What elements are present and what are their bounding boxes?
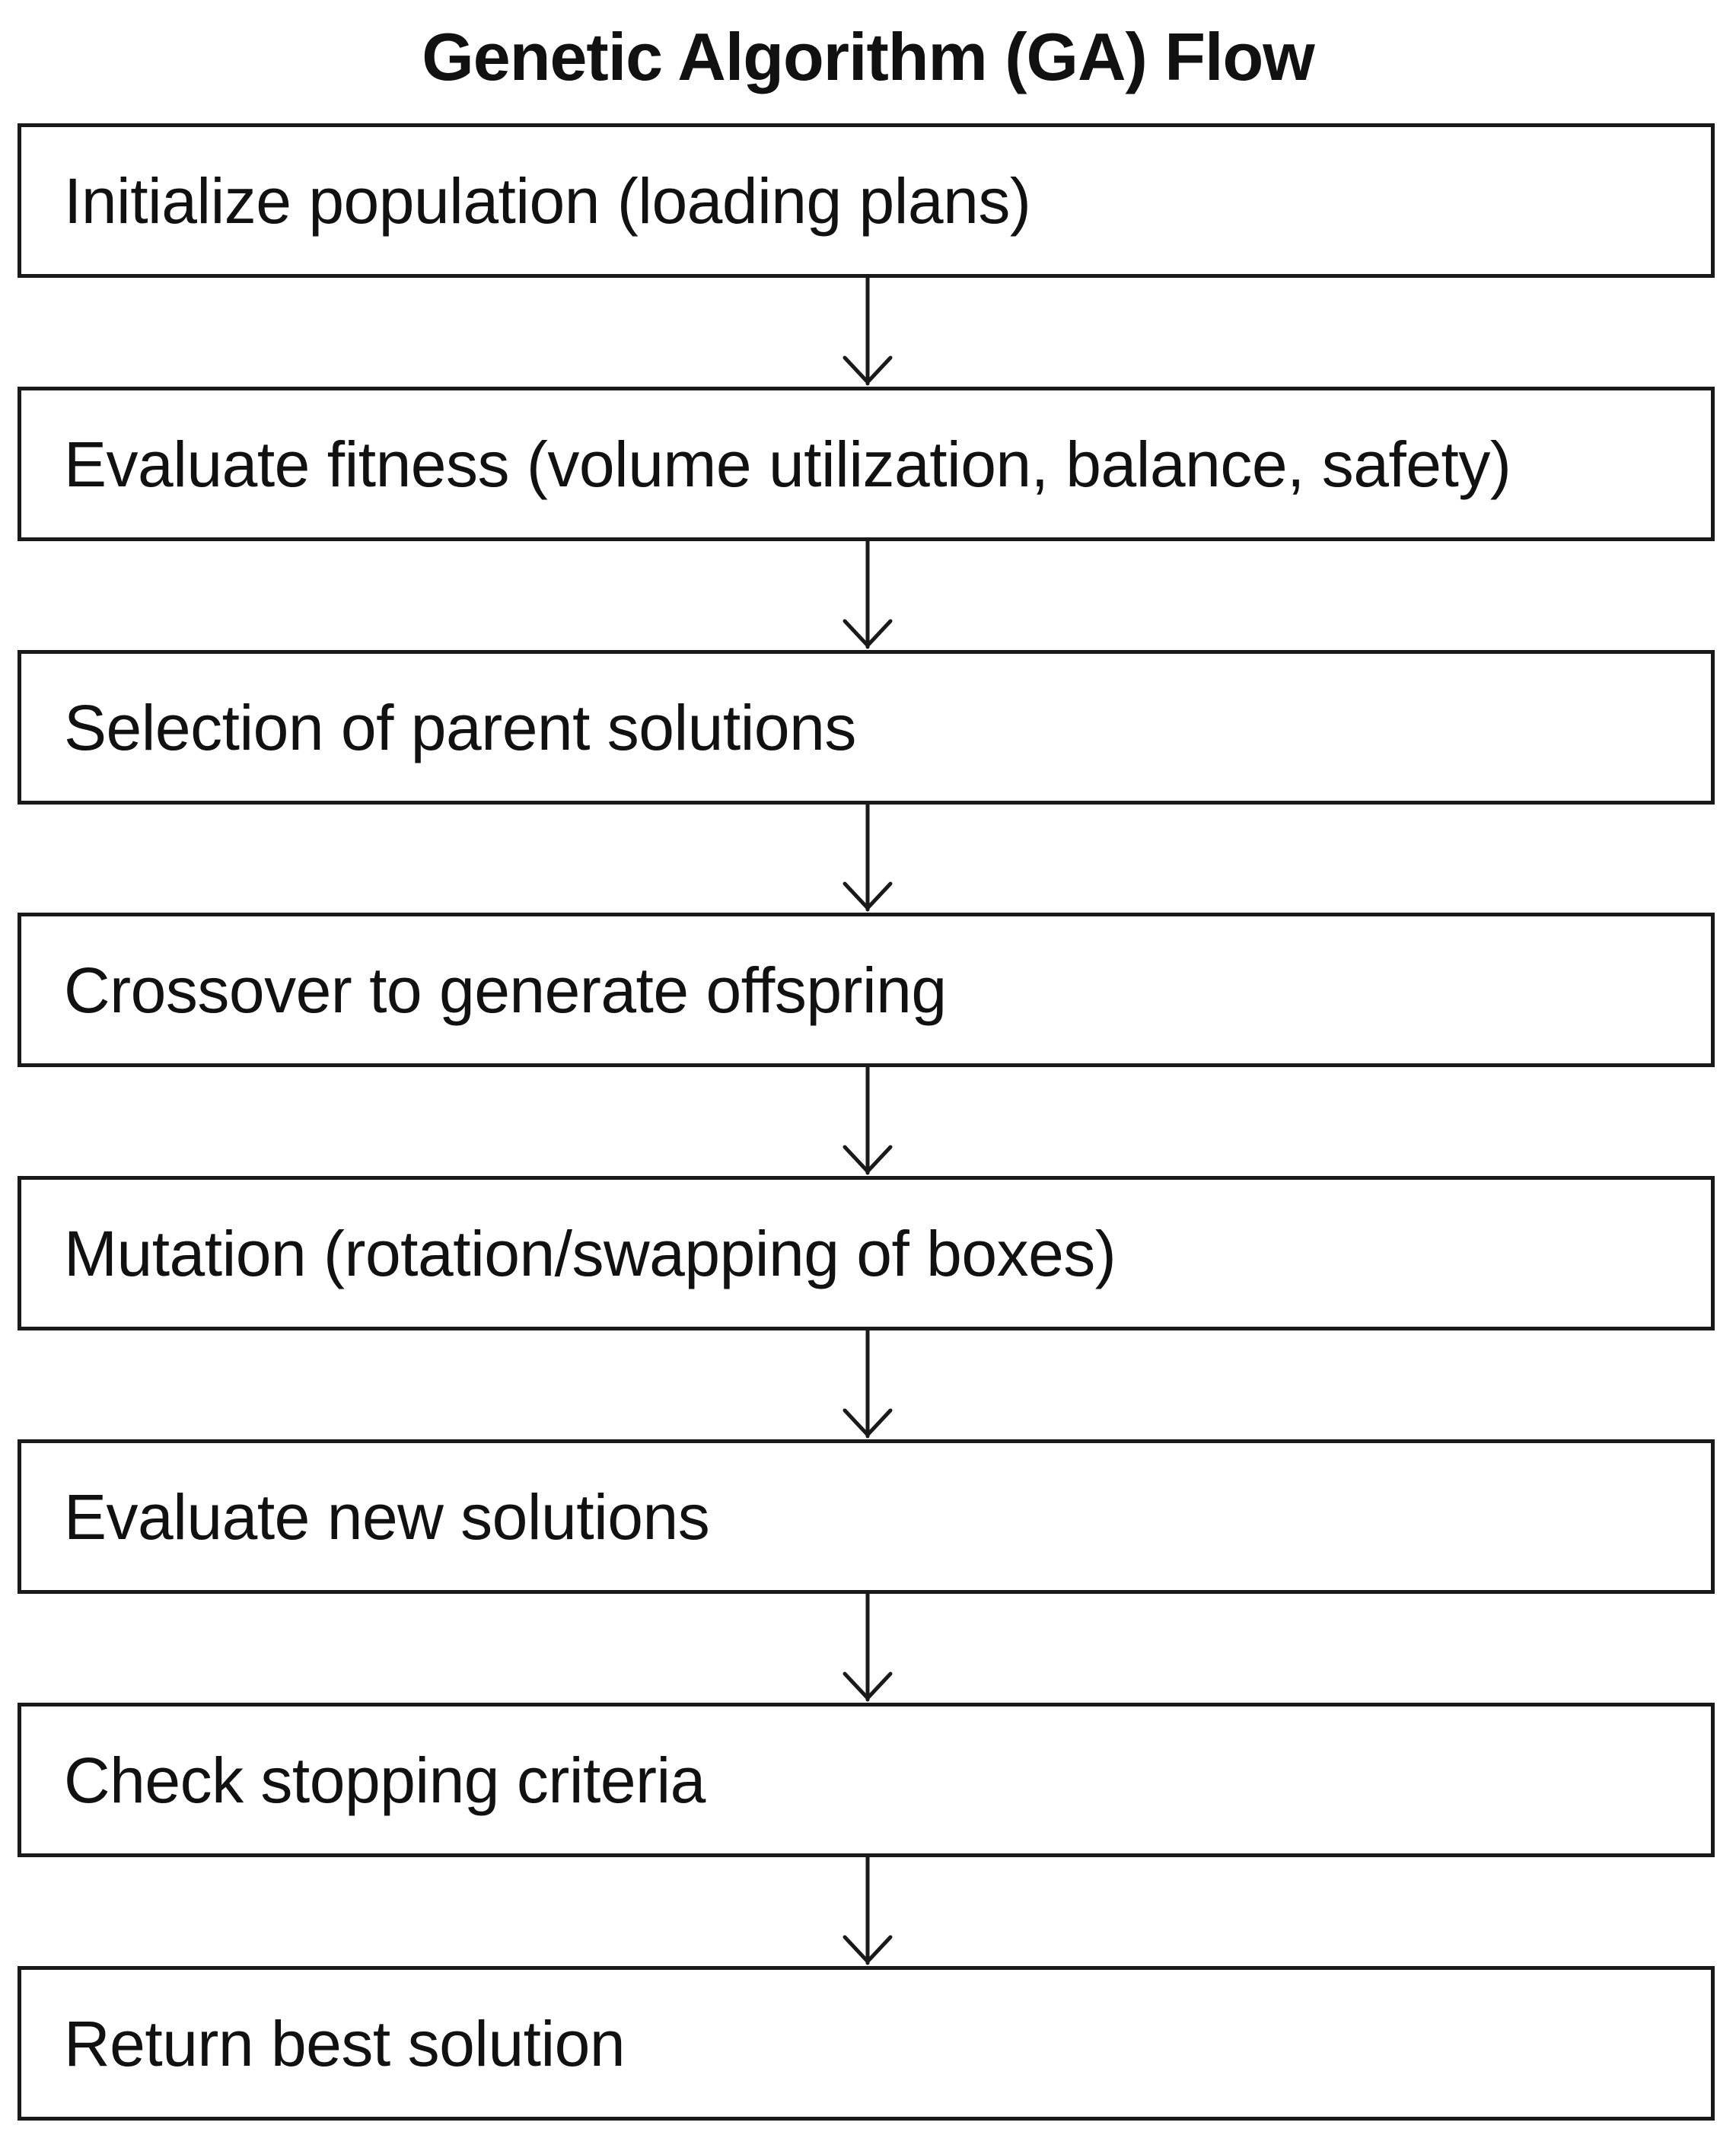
arrow-down-icon	[845, 1857, 890, 1963]
step-label: Evaluate new solutions	[64, 1480, 710, 1553]
arrow-down-icon	[845, 1330, 890, 1436]
step-box-mutation	[18, 1176, 1715, 1330]
step-box-evaluate-new-solutions	[18, 1439, 1715, 1594]
step-label: Return best solution	[64, 2007, 626, 2079]
step-box-evaluate-fitness	[18, 387, 1715, 541]
arrow-down-icon	[845, 541, 890, 647]
step-box-return-best-solution	[18, 1966, 1715, 2121]
step-label: Mutation (rotation/swapping of boxes)	[64, 1217, 1116, 1289]
step-box-check-stopping-criteria	[18, 1703, 1715, 1857]
arrow-down-icon	[845, 278, 890, 384]
step-label: Selection of parent solutions	[64, 691, 856, 763]
step-box-selection	[18, 650, 1715, 805]
arrow-down-icon	[845, 805, 890, 910]
step-box-initialize-population	[18, 123, 1715, 278]
step-label: Evaluate fitness (volume utilization, balance, safety)	[64, 428, 1511, 500]
arrow-down-icon	[845, 1594, 890, 1700]
step-box-crossover	[18, 913, 1715, 1067]
diagram-title: Genetic Algorithm (GA) Flow	[422, 19, 1314, 94]
step-label: Check stopping criteria	[64, 1744, 706, 1816]
step-label: Crossover to generate offspring	[64, 954, 947, 1026]
arrow-down-icon	[845, 1067, 890, 1173]
step-label: Initialize population (loading plans)	[64, 164, 1031, 237]
